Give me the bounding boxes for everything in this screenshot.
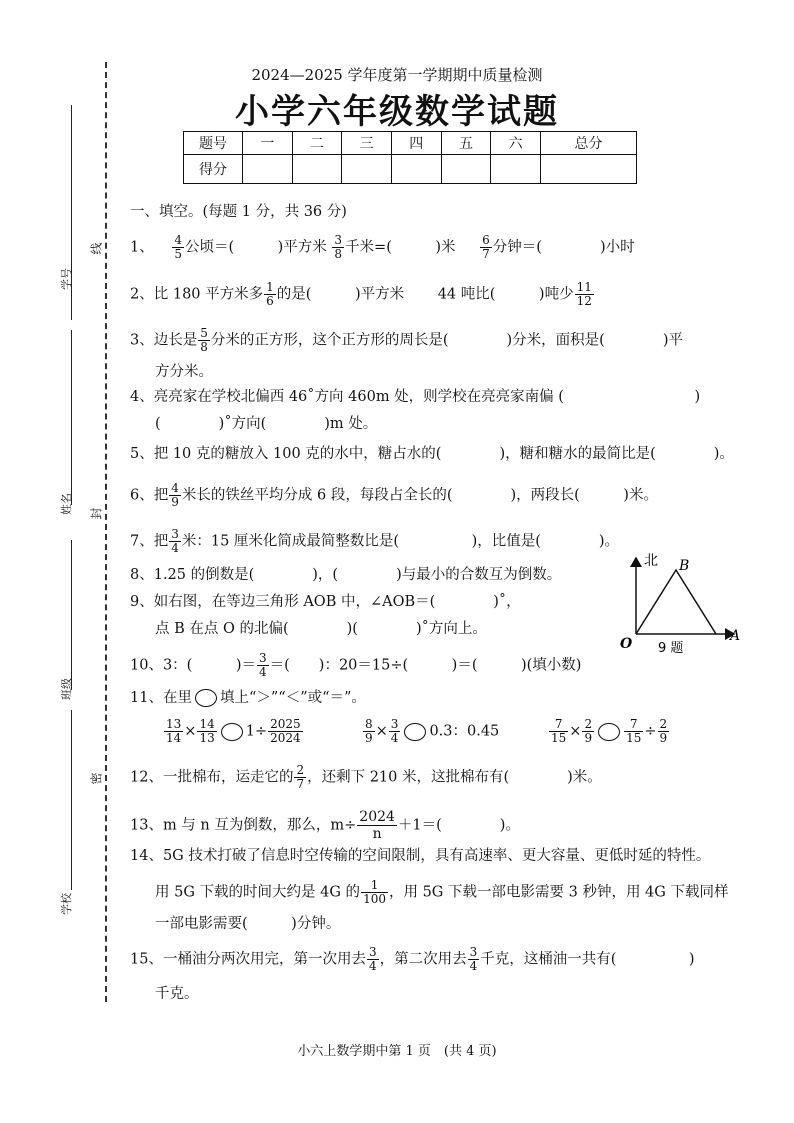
- score-table: [183, 131, 637, 184]
- fraction: $\frac{2}{7}$: [296, 763, 305, 791]
- score-input-cell[interactable]: [441, 155, 491, 184]
- fraction: $\frac{1}{6}$: [266, 280, 274, 308]
- score-input-cell[interactable]: [540, 155, 636, 184]
- label-xingming: 姓名: [60, 493, 73, 515]
- question-15: 15、一桶油分两次用完，第一次用去 $\frac{3}{4}$ ，第二次用去 $\frac{3}{4}$ 千克，这桶油一共有( ): [130, 945, 695, 973]
- score-input-cell[interactable]: [243, 155, 293, 184]
- score-input-cell[interactable]: [292, 155, 342, 184]
- fraction: $\frac{7}{15}$: [626, 717, 642, 745]
- question-9-line1: 9、如右图，在等边三角形 AOB 中，∠AOB＝( )˚，: [130, 594, 521, 610]
- label-banji: 班级: [60, 678, 73, 700]
- question-13: 13、m 与 n 互为倒数，那么，m÷ $\frac{2024}{n}$ ＋1＝( )。: [130, 809, 520, 842]
- score-table-score-row: [184, 155, 637, 184]
- page-footer: 小六上数学期中第 1 页 (共 4 页): [297, 1044, 497, 1059]
- question-4-line1: 4、亮亮家在学校北偏西 46˚方向 460m 处，则学校在亮亮家南偏 ( ): [130, 389, 701, 405]
- question-11-expr-3: $\frac{7}{15}$ × $\frac{2}{9}$ $\frac{7}{15}$ ÷ $\frac{2}{9}$: [551, 717, 668, 745]
- score-row-label: 得分: [184, 155, 243, 184]
- label-xuexiao: 学校: [60, 893, 73, 915]
- label-north: 北: [644, 553, 658, 569]
- score-input-cell[interactable]: [342, 155, 392, 184]
- answer-circle[interactable]: [221, 723, 243, 741]
- score-cell: 三: [342, 132, 392, 155]
- fraction: $\frac{2025}{2024}$: [270, 717, 301, 745]
- fraction: $\frac{1}{100}$: [363, 878, 386, 906]
- question-12: 12、一批棉布，运走它的 $\frac{2}{7}$ ，还剩下 210 米，这批棉布有( )米。: [130, 763, 602, 791]
- fraction: $\frac{4}{5}$: [174, 233, 182, 261]
- fraction: $\frac{3}{4}$: [171, 527, 179, 555]
- fraction: $\frac{3}{4}$: [259, 651, 267, 679]
- fraction: $\frac{7}{15}$: [551, 717, 567, 745]
- binding-dashed-line: [105, 62, 107, 1002]
- question-5: 5、把 10 克的糖放入 100 克的水中，糖占水的( )，糖和糖水的最简比是( )。: [130, 446, 734, 462]
- fraction: $\frac{6}{7}$: [482, 233, 490, 261]
- question-6: 6、把 $\frac{4}{9}$ 米长的铁丝平均分成 6 段，每段占全长的( )，两段长( )米。: [130, 481, 658, 509]
- question-10: 10、3：( )＝ $\frac{3}{4}$ ＝( )：20＝15÷( )＝( )(填小数): [130, 651, 582, 679]
- question-11-expr-2: $\frac{8}{9}$ × $\frac{3}{4}$ 0.3：0.45: [365, 717, 500, 745]
- label-a: A: [730, 628, 741, 644]
- score-cell: 六: [491, 132, 541, 155]
- section-heading: 一、填空。(每题 1 分，共 36 分): [130, 204, 347, 220]
- score-input-cell[interactable]: [491, 155, 541, 184]
- fraction: $\frac{2}{9}$: [584, 717, 593, 745]
- question-3: 3、边长是 $\frac{5}{8}$ 分米的正方形，这个正方形的周长是( )分米，面积是( )平: [130, 326, 684, 354]
- fraction: $\frac{11}{12}$: [576, 280, 592, 308]
- score-table-header-row: [184, 132, 637, 155]
- score-cell: 二: [292, 132, 342, 155]
- figure-caption: 9 题: [658, 641, 684, 656]
- fraction: $\frac{2024}{n}$: [359, 809, 395, 842]
- label-xuehao: 学号: [60, 268, 73, 290]
- fraction: $\frac{3}{4}$: [368, 945, 377, 973]
- exam-subtitle: 2024—2025 学年度第一学期期中质量检测: [251, 66, 543, 84]
- question-15-cont: 千克。: [155, 986, 199, 1002]
- score-input-cell[interactable]: [391, 155, 441, 184]
- score-cell: 总分: [540, 132, 636, 155]
- answer-circle[interactable]: [598, 723, 620, 741]
- label-o: O: [620, 636, 633, 652]
- question-11: 11、在里 填上“＞”“＜”或“＝”。: [130, 690, 366, 706]
- margin-line-xingming: [71, 330, 72, 505]
- seal-char-mi: 密: [89, 772, 104, 785]
- fraction: $\frac{5}{8}$: [200, 326, 208, 354]
- question-9-line2: 点 B 在点 O 的北偏( )( )˚方向上。: [155, 621, 487, 637]
- label-b: B: [679, 558, 690, 574]
- fraction: $\frac{8}{9}$: [365, 717, 373, 745]
- question-14-line3: 一部电影需要( )分钟。: [155, 916, 341, 932]
- answer-circle[interactable]: [404, 723, 426, 741]
- question-7: 7、把 $\frac{3}{4}$ 米：15 厘米化简成最简整数比是( )，比值是( )。: [130, 527, 620, 555]
- question-4-line2: ( )˚方向( )m 处。: [155, 416, 378, 432]
- fraction: $\frac{3}{4}$: [390, 717, 399, 745]
- compare-circle: [195, 689, 217, 707]
- question-1: 1、 $\frac{4}{5}$ 公顷＝( )平方米 $\frac{3}{8}$ 千米=( )米 $\frac{6}{7}$ 分钟＝( )小时: [130, 233, 635, 261]
- score-cell: 题号: [184, 132, 243, 155]
- fraction: $\frac{3}{4}$: [469, 945, 478, 973]
- triangle-aob: [636, 570, 716, 634]
- fraction: $\frac{2}{9}$: [659, 717, 668, 745]
- score-cell: 四: [391, 132, 441, 155]
- seal-char-xian: 线: [89, 242, 104, 255]
- score-cell: 一: [243, 132, 293, 155]
- seal-char-feng: 封: [89, 507, 104, 520]
- exam-title: 小学六年级数学试题: [235, 92, 559, 132]
- margin-line-xuexiao: [71, 710, 72, 890]
- question-11-expr-1: $\frac{13}{14}$ × $\frac{14}{13}$ 1÷ $\frac{2025}{2024}$: [166, 717, 301, 745]
- fraction: $\frac{4}{9}$: [171, 481, 179, 509]
- question-8: 8、1.25 的倒数是( )，( )与最小的合数互为倒数。: [130, 567, 562, 583]
- question-3-cont: 方分米。: [155, 364, 213, 380]
- question-14-line2: 用 5G 下载的时间大约是 4G 的 $\frac{1}{100}$ ，用 5G 下载一部电影需要 3 秒钟，用 4G 下载同样: [155, 878, 729, 906]
- fraction: $\frac{13}{14}$: [166, 717, 182, 745]
- fraction: $\frac{14}{13}$: [199, 717, 215, 745]
- fraction: $\frac{3}{8}$: [334, 233, 343, 261]
- margin-line-banji: [71, 540, 72, 690]
- score-cell: 五: [441, 132, 491, 155]
- question-2: 2、比 180 平方米多 $\frac{1}{6}$ 的是( )平方米 44 吨比( )吨少 $\frac{11}{12}$: [130, 280, 592, 308]
- question-14-line1: 14、5G 技术打破了信息时空传输的空间限制，具有高速率、更大容量、更低时延的特性。: [130, 848, 711, 864]
- triangle-figure: [606, 548, 746, 658]
